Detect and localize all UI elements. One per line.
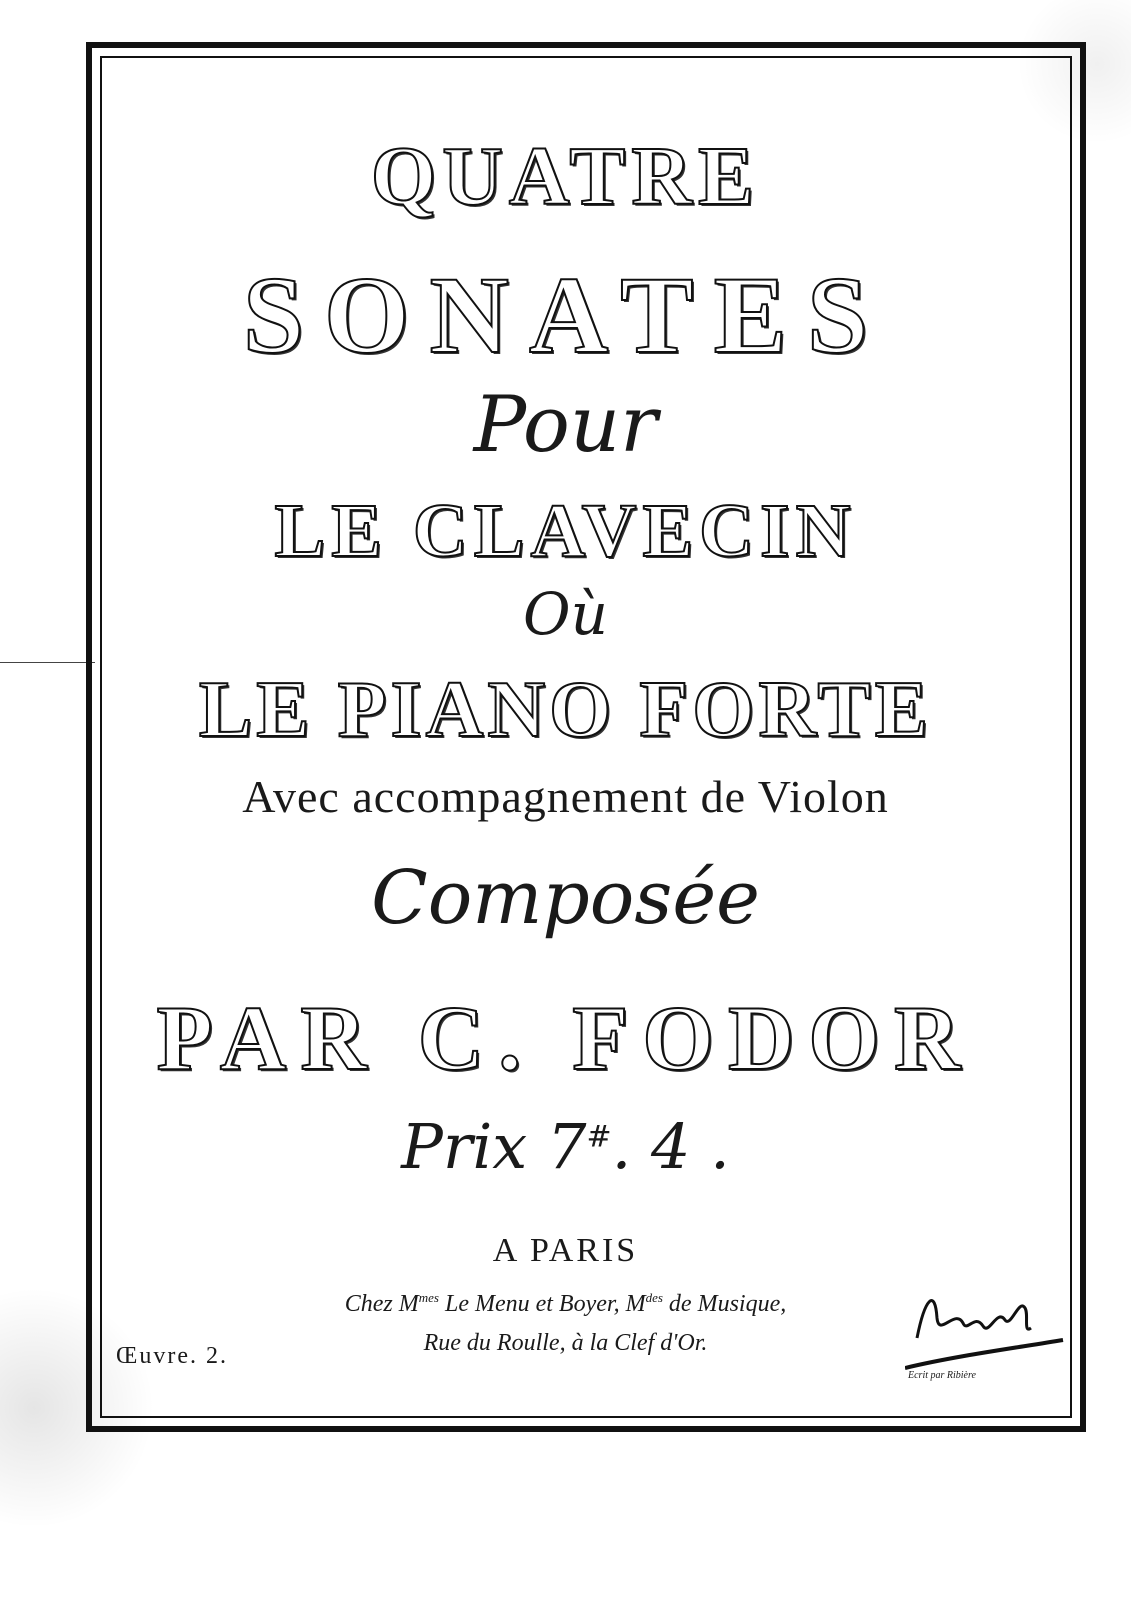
title-sonates: SONATES xyxy=(242,254,889,376)
price xyxy=(0,1110,1131,1183)
opus-number: Œuvre. 2. xyxy=(116,1343,228,1369)
publisher-line-1-sup: mes xyxy=(418,1290,439,1305)
publisher-line-1-sup2: des xyxy=(645,1290,663,1305)
price-value: . 4 . xyxy=(611,1110,730,1183)
title-le-piano-forte: LE PIANO FORTE xyxy=(198,666,933,754)
publisher-line-1-end: de Musique, xyxy=(662,1291,787,1317)
publisher-line-1-mid: Le Menu et Boyer, M xyxy=(438,1291,646,1317)
subtitle-accompaniment: Avec accompagnement de Violon xyxy=(242,771,889,822)
publisher-line-1-prefix: Chez M xyxy=(344,1291,419,1317)
publisher-line-2: Rue du Roulle, à la Clef d'Or. xyxy=(423,1330,708,1356)
price-label: Prix 7 xyxy=(401,1110,587,1183)
title-quatre: QUATRE xyxy=(370,130,761,223)
title-composee: Composée xyxy=(371,855,760,941)
composer-name: PAR C. FODOR xyxy=(156,987,975,1089)
divider-rule xyxy=(0,662,95,663)
title-ou: Où xyxy=(523,580,608,648)
publisher-city: A PARIS xyxy=(492,1232,639,1269)
engraver-credit: Ecrit par Ribière xyxy=(908,1370,976,1381)
title-pour: Pour xyxy=(473,380,658,470)
price-sup: # xyxy=(586,1119,612,1155)
signature-icon xyxy=(905,1278,1065,1378)
title-le-clavecin: LE CLAVECIN xyxy=(274,489,857,573)
